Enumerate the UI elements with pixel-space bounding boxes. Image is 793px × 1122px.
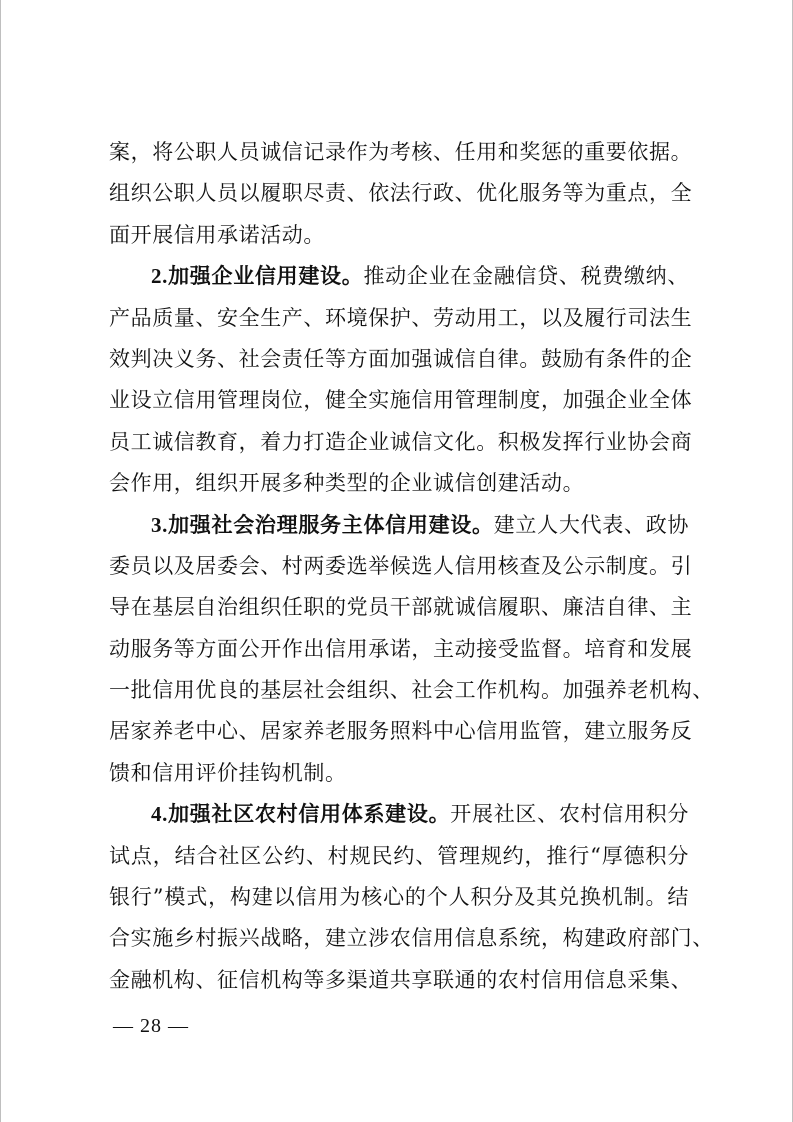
text-span: 开展社区、农村信用积分 — [450, 802, 689, 827]
text-line: 组织公职人员以履职尽责、依法行政、优化服务等为重点，全 — [109, 181, 693, 206]
section-heading-line — [109, 256, 689, 297]
text-line: 产品质量、安全生产、环境保护、劳动用工，以及履行司法生 — [109, 305, 693, 330]
page-number: — 28 — — [113, 1015, 189, 1037]
section-number: 4. — [151, 802, 168, 827]
text-line: 银行”模式，构建以信用为核心的个人积分及其兑换机制。结 — [109, 885, 689, 910]
section-heading-line — [109, 794, 689, 835]
section-number: 2. — [151, 264, 168, 289]
text-line: 员工诚信教育，着力打造企业诚信文化。积极发挥行业协会商 — [109, 429, 693, 454]
section-number: 3. — [151, 512, 168, 537]
text-line: 效判决义务、社会责任等方面加强诚信自律。鼓励有条件的企 — [109, 346, 693, 371]
text-span: 建立人大代表、政协 — [493, 512, 689, 537]
text-line: 馈和信用评价挂钩机制。 — [109, 760, 347, 785]
text-line: 面开展信用承诺活动。 — [109, 222, 325, 247]
text-line: 业设立信用管理岗位，健全实施信用管理制度，加强企业全体 — [109, 388, 693, 413]
text-span: 推动企业在金融信贷、税费缴纳、 — [363, 264, 689, 289]
text-line: 委员以及居委会、村两委选举候选人信用核查及公示制度。引 — [109, 553, 693, 578]
section-heading: 加强社区农村信用体系建设。 — [167, 802, 451, 827]
section-heading: 加强社会治理服务主体信用建设。 — [167, 512, 494, 537]
text-line: 试点，结合社区公约、村规民约、管理规约，推行“厚德积分 — [109, 843, 689, 868]
text-line: 导在基层自治组织任职的党员干部就诚信履职、廉洁自律、主 — [109, 595, 693, 620]
text-line: 动服务等方面公开作出信用承诺，主动接受监督。培育和发展 — [109, 636, 693, 661]
text-line: 一批信用优良的基层社会组织、社会工作机构。加强养老机构、 — [109, 678, 714, 703]
text-line: 合实施乡村振兴战略，建立涉农信用信息系统，构建政府部门、 — [109, 926, 714, 951]
body-text — [109, 132, 714, 1001]
section-heading: 加强企业信用建设。 — [167, 264, 364, 289]
section-heading-line — [109, 505, 689, 546]
text-line: 案，将公职人员诚信记录作为考核、任用和奖惩的重要依据。 — [109, 140, 693, 164]
text-line: 金融机构、征信机构等多渠道共享联通的农村信用信息采集、 — [109, 967, 693, 992]
text-line: 居家养老中心、居家养老服务照料中心信用监管，建立服务反 — [109, 719, 693, 744]
text-line: 会作用，组织开展多种类型的企业诚信创建活动。 — [109, 471, 585, 496]
